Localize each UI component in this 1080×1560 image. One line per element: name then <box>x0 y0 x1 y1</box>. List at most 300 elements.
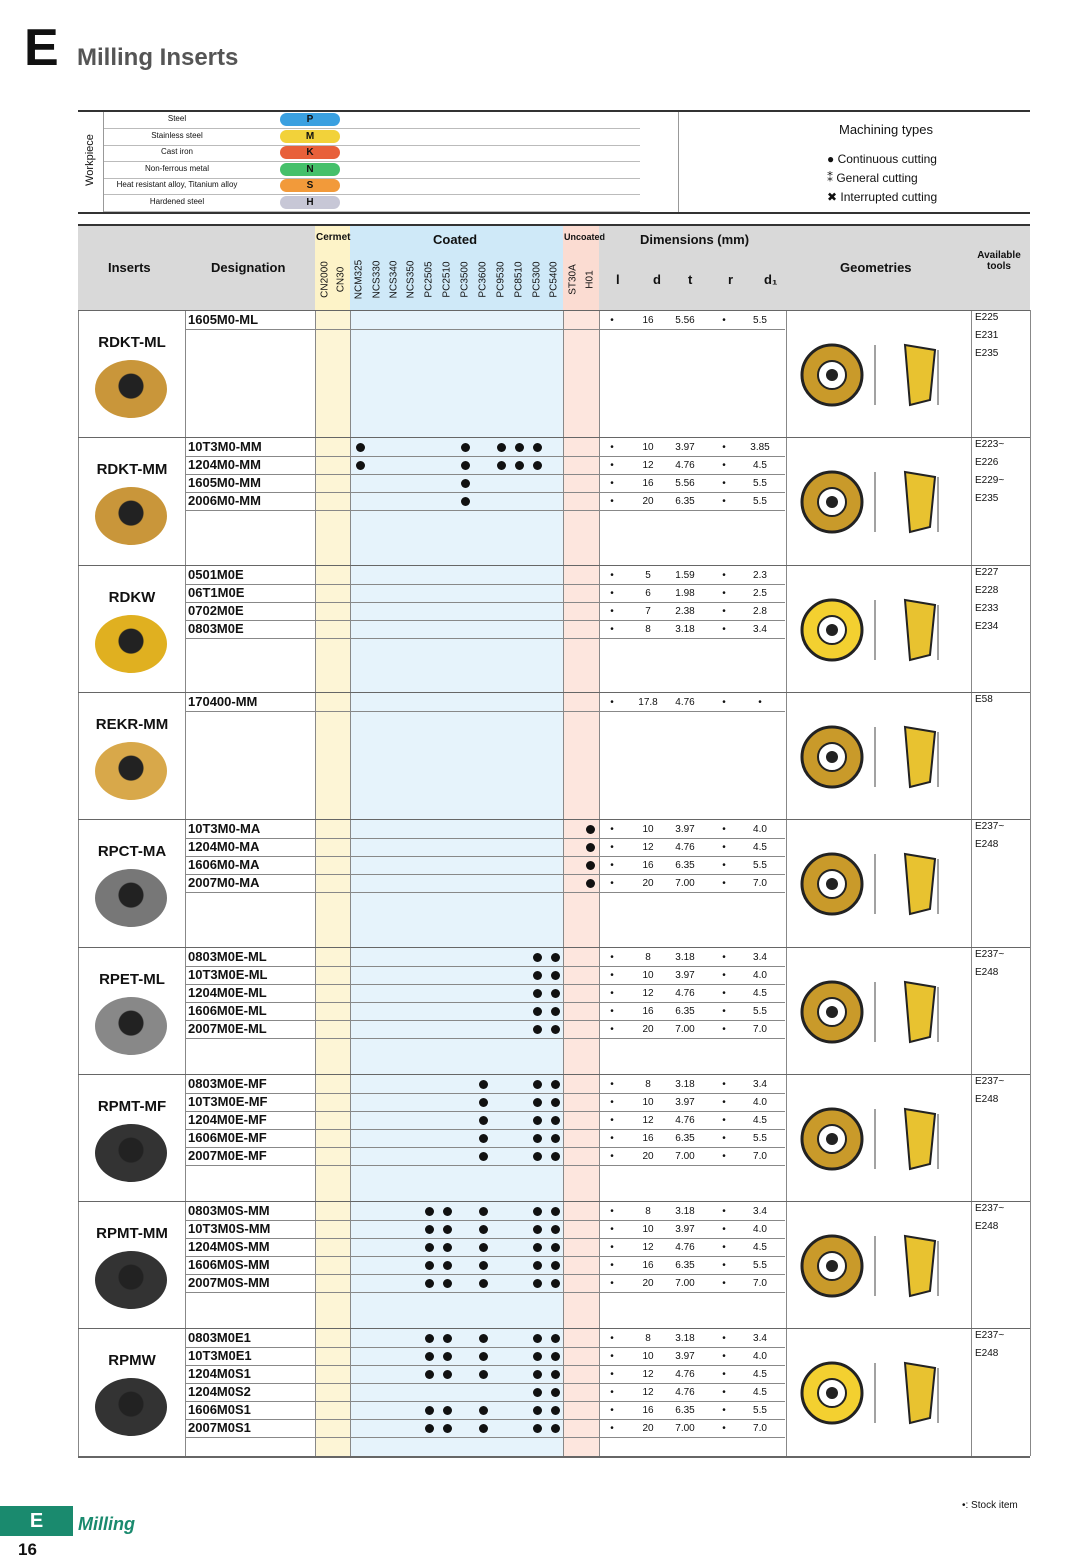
dimension-cell: • <box>722 860 726 872</box>
dimension-cell: 7 <box>645 605 651 617</box>
workpiece-name: Heat resistant alloy, Titanium alloy <box>116 180 238 189</box>
grade-availability-dot <box>533 1007 542 1016</box>
grade-availability-dot <box>479 1080 488 1089</box>
dimension-cell: • <box>610 824 614 836</box>
dimension-cell: 4.76 <box>675 1387 695 1399</box>
grade-header <box>545 258 563 308</box>
dimension-cell: 20 <box>642 1423 654 1435</box>
insert-family-name: RPMW <box>108 1352 156 1370</box>
grade-label: NCS340 <box>388 260 400 299</box>
geometry-drawing <box>800 839 970 929</box>
grade-label: PC3600 <box>477 261 489 298</box>
grade-availability-dot <box>533 971 542 980</box>
workpiece-row <box>104 129 640 146</box>
dimension-cell: • <box>722 1023 726 1035</box>
dimension-cell: • <box>610 878 614 890</box>
dimension-cell: 10 <box>642 1224 654 1236</box>
dimension-cell: 5.56 <box>675 315 695 326</box>
dimension-cell: • <box>722 315 726 326</box>
dimension-cell: • <box>722 1405 726 1417</box>
geometry-drawing <box>800 1348 970 1438</box>
designation-cell: 10T3M0-MM <box>188 439 262 455</box>
dimension-cell: 6 <box>645 587 651 599</box>
dimension-cell: • <box>610 623 614 635</box>
grade-availability-dot <box>479 1116 488 1125</box>
designation-cell: 1204M0S-MM <box>188 1239 270 1255</box>
dimension-cell: • <box>722 587 726 599</box>
family-divider <box>78 692 1030 693</box>
dimension-cell: • <box>722 442 726 454</box>
dimension-cell: 8 <box>645 1333 651 1345</box>
dimension-cell: 4.5 <box>753 460 767 472</box>
dimension-cell: • <box>722 1387 726 1399</box>
dimension-cell: 10 <box>642 1351 654 1363</box>
grade-label: PC9530 <box>495 261 507 298</box>
insert-family-name: RPCT-MA <box>97 843 167 861</box>
dimension-cell: 3.97 <box>675 1224 695 1236</box>
insert-family-name: RDKW <box>108 588 156 606</box>
dimension-cell: 7.0 <box>753 1023 767 1035</box>
dimension-cell: • <box>610 860 614 872</box>
dimension-cell: 3.4 <box>753 623 767 635</box>
grade-label: H01 <box>584 270 596 289</box>
geometry-drawing <box>800 585 970 675</box>
grade-header <box>456 258 474 308</box>
designation-cell: 0702M0E <box>188 602 244 618</box>
workpiece-table <box>78 110 1030 214</box>
dimension-cell: • <box>610 1132 614 1144</box>
dimension-cell: • <box>758 696 762 708</box>
dimension-cell: 6.35 <box>675 1005 695 1017</box>
dimension-cell: • <box>610 1078 614 1090</box>
available-tool-ref[interactable]: E228 <box>975 584 999 596</box>
insert-photo <box>95 360 167 418</box>
insert-photo <box>95 869 167 927</box>
dimension-cell: 5.5 <box>753 1132 767 1144</box>
grade-label: CN30 <box>335 266 347 293</box>
dimension-cell: 6.35 <box>675 1405 695 1417</box>
grade-availability-dot <box>533 989 542 998</box>
available-tool-ref[interactable]: E234 <box>975 620 999 632</box>
dimension-cell: • <box>610 1150 614 1162</box>
available-tool-ref[interactable]: E226 <box>975 457 999 469</box>
grade-header <box>528 258 546 308</box>
dimension-cell: 6.35 <box>675 1260 695 1272</box>
available-tool-ref[interactable]: E248 <box>975 1093 999 1105</box>
dimension-cell: 3.97 <box>675 1096 695 1108</box>
dimension-cell: • <box>722 696 726 708</box>
dimension-cell: 5.5 <box>753 860 767 872</box>
designation-cell: 1606M0-MA <box>188 857 260 873</box>
dimension-cell: • <box>722 987 726 999</box>
available-tool-ref[interactable]: E233 <box>975 602 999 614</box>
dimension-cell: • <box>610 605 614 617</box>
table-header <box>78 224 1030 310</box>
available-tool-ref[interactable]: E235 <box>975 493 999 505</box>
grade-header <box>420 258 438 308</box>
designation-cell: 1606M0S1 <box>188 1402 251 1418</box>
dimension-cell: 3.97 <box>675 442 695 454</box>
dimension-cell: • <box>722 1132 726 1144</box>
dimension-cell: • <box>722 878 726 890</box>
dimension-cell: • <box>610 1260 614 1272</box>
dimension-cell: 12 <box>642 987 654 999</box>
grade-label: CN2000 <box>319 261 331 298</box>
dimension-cell: 5.5 <box>753 1005 767 1017</box>
workpiece-name: Cast iron <box>160 147 193 156</box>
dimension-cell: 4.0 <box>753 1096 767 1108</box>
dimension-cell: • <box>722 1206 726 1218</box>
dimension-cell: 8 <box>645 951 651 963</box>
dimension-cell: 8 <box>645 1206 651 1218</box>
dimension-header: l <box>616 272 620 287</box>
dimension-cell: 4.5 <box>753 1114 767 1126</box>
dimension-cell: • <box>610 842 614 854</box>
workpiece-name: Hardened steel <box>149 196 205 206</box>
grade-availability-dot <box>533 1134 542 1143</box>
dimension-cell: 10 <box>642 442 654 454</box>
grade-availability-dot <box>479 1152 488 1161</box>
dimension-cell: • <box>722 842 726 854</box>
dimension-cell: 4.5 <box>753 1369 767 1381</box>
grade-label: NCS330 <box>371 260 383 299</box>
available-tool-ref[interactable]: E231 <box>975 330 999 341</box>
workpiece-name: Steel <box>167 114 187 123</box>
insert-family-name: RDKT-ML <box>98 334 166 351</box>
geometry-drawing <box>800 1221 970 1311</box>
insert-photo <box>95 1124 167 1182</box>
grade-availability-dot <box>533 1098 542 1107</box>
dimension-cell: • <box>722 1078 726 1090</box>
grade-label: NCM325 <box>353 259 365 300</box>
header-geometries: Geometries <box>840 260 912 275</box>
family-divider <box>78 310 1030 311</box>
family-divider <box>78 1074 1030 1075</box>
available-tool-ref[interactable]: E223~ <box>975 439 1005 451</box>
dimension-header: d₁ <box>764 272 778 287</box>
header-tools: Available tools <box>977 250 1021 272</box>
dimension-cell: 16 <box>642 478 654 490</box>
designation-cell: 1204M0S2 <box>188 1384 251 1400</box>
dimension-cell: • <box>722 605 726 617</box>
header-coated: Coated <box>433 232 478 247</box>
designation-cell: 0803M0E <box>188 620 244 636</box>
dimension-cell: 4.0 <box>753 824 767 836</box>
dimension-cell: 4.5 <box>753 1242 767 1254</box>
grade-label: PC5300 <box>531 261 543 298</box>
section-letter: E <box>24 19 59 77</box>
designation-cell: 1204M0-MA <box>188 839 260 855</box>
workpiece-code-badge: M <box>280 130 340 143</box>
dimension-cell: 3.4 <box>753 1333 767 1345</box>
dimension-cell: 4.0 <box>753 1224 767 1236</box>
dimension-cell: 3.85 <box>750 442 770 454</box>
workpiece-row <box>104 112 640 129</box>
available-tool-ref[interactable]: E237~ <box>975 948 1005 960</box>
dimension-header: r <box>728 272 734 287</box>
workpiece-name: Stainless steel <box>151 130 203 140</box>
dimension-cell: 3.18 <box>675 623 695 635</box>
designation-cell: 10T3M0S-MM <box>188 1221 271 1237</box>
dimension-cell: • <box>610 1023 614 1035</box>
designation-cell: 0803M0S-MM <box>188 1203 270 1219</box>
dimension-cell: 5.5 <box>753 496 767 508</box>
dimension-cell: • <box>722 478 726 490</box>
dimension-cell: 2.5 <box>753 587 767 599</box>
grade-availability-dot <box>533 1080 542 1089</box>
insert-photo <box>95 1251 167 1309</box>
dimension-cell: • <box>610 1096 614 1108</box>
dimension-cell: 5.5 <box>753 1405 767 1417</box>
grade-availability-dot <box>533 1152 542 1161</box>
dimension-cell: 4.76 <box>675 460 695 472</box>
dimension-cell: 3.97 <box>675 824 695 836</box>
dimension-cell: 3.18 <box>675 1078 695 1090</box>
dimension-cell: 3.4 <box>753 1206 767 1218</box>
designation-cell: 10T3M0E-MF <box>188 1093 268 1109</box>
designation-cell: 0803M0E-ML <box>188 948 267 964</box>
geometry-drawing <box>800 967 970 1057</box>
designation-cell: 2007M0S-MM <box>188 1275 270 1291</box>
dimension-cell: • <box>722 1114 726 1126</box>
dimension-cell: 4.76 <box>675 696 695 708</box>
dimension-cell: 3.4 <box>753 951 767 963</box>
available-tool-ref[interactable]: E227 <box>975 566 999 578</box>
dimension-cell: 2.8 <box>753 605 767 617</box>
dimension-cell: 20 <box>642 878 654 890</box>
dimension-cell: 6.35 <box>675 860 695 872</box>
dimension-cell: 16 <box>642 1132 654 1144</box>
dimension-cell: 4.76 <box>675 987 695 999</box>
dimension-cell: 20 <box>642 1023 654 1035</box>
insert-family-name: RDKT-MM <box>96 461 168 479</box>
designation-cell: 06T1M0E <box>188 584 245 600</box>
dimension-cell: 12 <box>642 460 654 472</box>
grade-availability-dot <box>551 1152 560 1161</box>
workpiece-row <box>104 162 640 179</box>
dimension-cell: • <box>610 1005 614 1017</box>
dimension-cell: 20 <box>642 496 654 508</box>
designation-cell: 1605M0-ML <box>188 312 259 327</box>
available-tool-ref[interactable]: E248 <box>975 1221 999 1233</box>
dimension-cell: 3.97 <box>675 969 695 981</box>
grade-label: PC3500 <box>459 261 471 298</box>
dimension-cell: • <box>610 587 614 599</box>
grade-label: PC2510 <box>441 261 453 298</box>
family-divider <box>78 947 1030 948</box>
designation-cell: 10T3M0E-ML <box>188 966 268 982</box>
header-inserts: Inserts <box>108 260 151 275</box>
dimension-cell: • <box>610 460 614 472</box>
dimension-cell: 7.0 <box>753 1150 767 1162</box>
designation-cell: 170400-MM <box>188 693 258 709</box>
grade-label: PC5400 <box>548 261 560 298</box>
dimension-cell: 3.18 <box>675 1206 695 1218</box>
dimension-cell: • <box>722 1224 726 1236</box>
dimension-cell: 8 <box>645 623 651 635</box>
dimension-cell: 4.76 <box>675 1369 695 1381</box>
designation-cell: 0803M0E1 <box>188 1330 251 1346</box>
insert-photo <box>95 1378 167 1436</box>
dimension-cell: • <box>610 496 614 508</box>
available-tool-ref[interactable]: E248 <box>975 839 999 851</box>
dimension-cell: 7.00 <box>675 1423 695 1435</box>
grade-availability-dot <box>533 953 542 962</box>
footer-section-tab: E <box>0 1506 73 1536</box>
workpiece-code-badge: P <box>280 113 340 126</box>
designation-cell: 1606M0E-ML <box>188 1002 267 1018</box>
dimension-cell: 12 <box>642 1114 654 1126</box>
grade-availability-dot <box>551 1007 560 1016</box>
grade-label: PC8510 <box>513 261 525 298</box>
dimension-cell: • <box>722 1278 726 1290</box>
dimension-cell: • <box>610 1405 614 1417</box>
dimension-cell: • <box>610 1333 614 1345</box>
dimension-cell: • <box>722 969 726 981</box>
dimension-cell: • <box>722 1242 726 1254</box>
grade-header <box>510 258 528 308</box>
available-tool-ref[interactable]: E237~ <box>975 1203 1005 1215</box>
insert-photo <box>95 615 167 673</box>
dimension-cell: 2.3 <box>753 569 767 581</box>
dimension-cell: 4.76 <box>675 1114 695 1126</box>
available-tool-ref[interactable]: E225 <box>975 312 999 323</box>
footer-category: Milling <box>78 1514 135 1534</box>
dimension-cell: 7.0 <box>753 1278 767 1290</box>
grade-availability-dot <box>551 1134 560 1143</box>
dimension-cell: 7.0 <box>753 878 767 890</box>
family-divider <box>78 565 1030 566</box>
dimension-cell: 20 <box>642 1278 654 1290</box>
insert-photo <box>95 487 167 545</box>
workpiece-code-badge: K <box>280 146 340 159</box>
designation-cell: 0501M0E <box>188 566 244 582</box>
designation-cell: 2007M0E-MF <box>188 1147 267 1163</box>
grade-header <box>438 258 456 308</box>
grade-availability-dot <box>551 1080 560 1089</box>
available-tool-ref[interactable]: E235 <box>975 348 999 359</box>
geometry-drawing <box>800 1094 970 1184</box>
dimension-cell: • <box>610 951 614 963</box>
dimension-cell: 16 <box>642 1260 654 1272</box>
dimension-cell: 16 <box>642 1405 654 1417</box>
insert-family-name: RPMT-MF <box>97 1097 167 1115</box>
dimension-cell: • <box>610 969 614 981</box>
available-tool-ref[interactable]: E237~ <box>975 821 1005 833</box>
dimension-cell: • <box>610 1423 614 1435</box>
dimension-cell: 12 <box>642 1369 654 1381</box>
grade-header <box>350 258 368 308</box>
dimension-cell: 4.5 <box>753 987 767 999</box>
dimension-cell: • <box>722 1423 726 1435</box>
designation-cell: 2007M0E-ML <box>188 1020 267 1036</box>
geometry-drawing <box>800 330 970 420</box>
available-tool-ref[interactable]: E248 <box>975 1348 999 1360</box>
dimension-cell: 7.00 <box>675 1150 695 1162</box>
dimension-cell: • <box>610 1242 614 1254</box>
grade-header <box>332 258 350 308</box>
dimension-cell: • <box>722 1351 726 1363</box>
grade-header <box>402 258 420 308</box>
header-dimensions: Dimensions (mm) <box>640 232 750 247</box>
designation-cell: 2006M0-MM <box>188 493 261 509</box>
workpiece-label: Workpiece <box>84 134 96 186</box>
dimension-header: d <box>653 272 661 287</box>
dimension-cell: • <box>610 1369 614 1381</box>
dimension-cell: 5.5 <box>753 315 767 326</box>
workpiece-row <box>104 195 640 212</box>
dimension-cell: • <box>610 1351 614 1363</box>
dimension-cell: 16 <box>642 1005 654 1017</box>
dimension-cell: • <box>610 987 614 999</box>
grade-availability-dot <box>551 971 560 980</box>
dimension-cell: 3.97 <box>675 1351 695 1363</box>
machining-types-title: Machining types <box>839 122 933 137</box>
dimension-cell: 16 <box>642 315 654 326</box>
dimension-cell: 4.76 <box>675 842 695 854</box>
dimension-cell: 4.76 <box>675 1242 695 1254</box>
dimension-cell: 1.59 <box>675 569 695 581</box>
dimension-cell: • <box>610 1387 614 1399</box>
designation-cell: 1606M0S-MM <box>188 1257 270 1273</box>
grade-availability-dot <box>479 1098 488 1107</box>
grade-availability-dot <box>551 1116 560 1125</box>
designation-cell: 1204M0-MM <box>188 457 261 473</box>
legend-general: ⁑ General cutting <box>827 171 918 185</box>
dimension-cell: 3.18 <box>675 951 695 963</box>
dimension-cell: 3.18 <box>675 1333 695 1345</box>
dimension-cell: 2.38 <box>675 605 695 617</box>
dimension-cell: • <box>722 1096 726 1108</box>
grade-availability-dot <box>551 1098 560 1107</box>
dimension-cell: • <box>610 1224 614 1236</box>
dimension-cell: • <box>610 442 614 454</box>
designation-cell: 10T3M0E1 <box>188 1348 252 1364</box>
header-designation: Designation <box>211 260 286 275</box>
dimension-cell: 7.00 <box>675 878 695 890</box>
dimension-cell: • <box>722 951 726 963</box>
dimension-cell: 1.98 <box>675 587 695 599</box>
dimension-cell: 4.0 <box>753 1351 767 1363</box>
dimension-cell: 6.35 <box>675 496 695 508</box>
available-tool-ref[interactable]: E237~ <box>975 1330 1005 1342</box>
dimension-cell: 17.8 <box>638 696 658 708</box>
dimension-cell: • <box>722 824 726 836</box>
dimension-cell: 10 <box>642 969 654 981</box>
dimension-cell: 4.5 <box>753 1387 767 1399</box>
dimension-cell: 6.35 <box>675 1132 695 1144</box>
grade-header <box>581 258 599 308</box>
available-tool-ref[interactable]: E248 <box>975 966 999 978</box>
workpiece-code-badge: N <box>280 163 340 176</box>
grade-availability-dot <box>479 1134 488 1143</box>
grade-label: ST30A <box>567 264 579 295</box>
workpiece-row <box>104 145 640 162</box>
available-tool-ref[interactable]: E58 <box>975 693 993 705</box>
grade-label: NCS350 <box>405 260 417 299</box>
dimension-cell: 10 <box>642 824 654 836</box>
designation-cell: 2007M0S1 <box>188 1420 251 1436</box>
available-tool-ref[interactable]: E229~ <box>975 475 1005 487</box>
grade-availability-dot <box>551 953 560 962</box>
designation-cell: 1204M0E-MF <box>188 1111 267 1127</box>
grade-availability-dot <box>533 1116 542 1125</box>
available-tool-ref[interactable]: E237~ <box>975 1075 1005 1087</box>
family-divider <box>78 819 1030 820</box>
grade-header <box>492 258 510 308</box>
grade-label: PC2505 <box>423 261 435 298</box>
page-title: Milling Inserts <box>77 44 239 71</box>
